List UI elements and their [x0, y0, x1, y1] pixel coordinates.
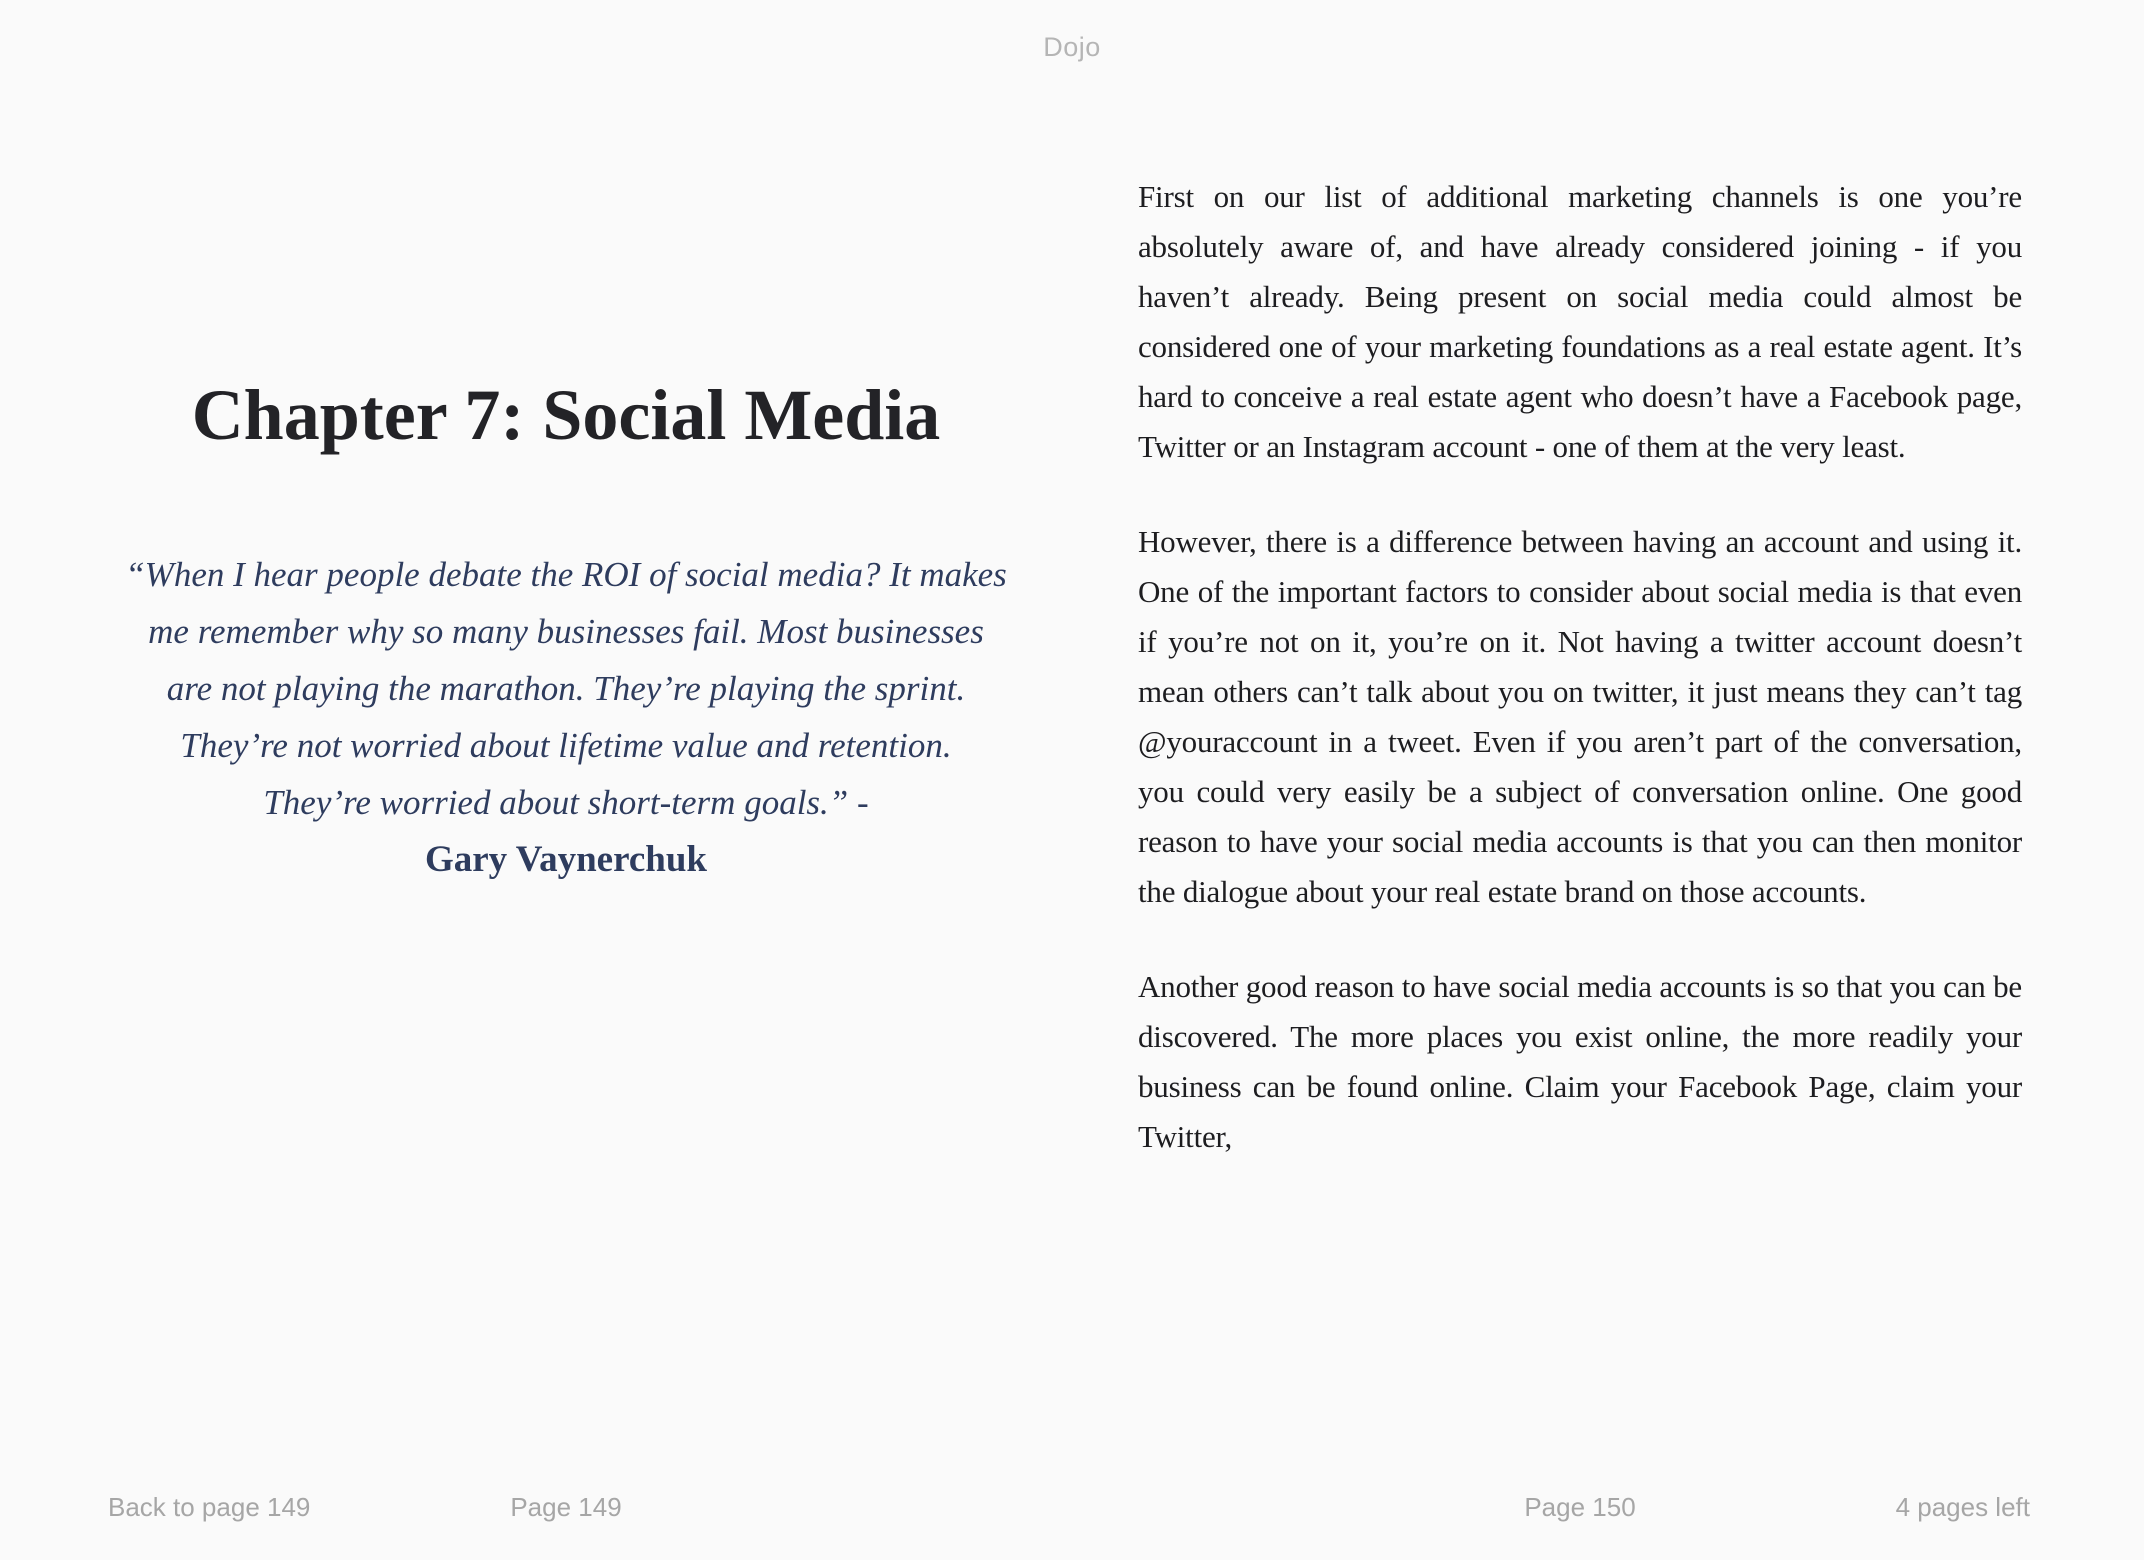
- pages-left-indicator: 4 pages left: [1895, 1492, 2030, 1522]
- right-page: [1138, 172, 2022, 1162]
- body-paragraph: First on our list of additional marketing channels is one you’re absolutely aware of, and have already considered joining - if you haven’t already. Being present on social media could almost be considered one of your marketing foundations as a real estate agent. It’s hard to conceive a real estate agent who doesn’t have a Facebook page, Twitter or an Instagram account - one of them at the very least.: [1138, 179, 2022, 464]
- left-page: [124, 372, 1008, 888]
- body-paragraph: Another good reason to have social media accounts is so that you can be discovered. The more places you exist online, the more readily your business can be found online. Claim your Facebook Page, claim your Twitter,: [1138, 969, 2022, 1154]
- body-paragraph: However, there is a difference between having an account and using it. One of the important factors to consider about social media is that even if you’re not on it, you’re on it. Not having a twitter account doesn’t mean others can’t talk about you on twitter, it just means they can’t tag @youraccount in a tweet. Even if you aren’t part of the conversation, you could very easily be a subject of conversation online. One good reason to have your social media accounts is that you can then monitor the dialogue about your real estate brand on those accounts.: [1138, 524, 2022, 909]
- right-page-number: Page 150: [1524, 1492, 1636, 1522]
- book-title-header: Dojo: [1043, 32, 1101, 62]
- chapter-title: Chapter 7: Social Media: [191, 375, 941, 455]
- left-page-number: Page 149: [510, 1492, 622, 1522]
- back-to-page-link[interactable]: Back to page 149: [108, 1492, 311, 1522]
- chapter-quote: “When I hear people debate the ROI of social media? It makes me remember why so many businesses fail. Most businesses are not playing the marathon. They’re playing the sprint. They’re not worried about lifetime value and retention. They’re worried about short-term goals.” -: [125, 555, 1007, 823]
- quote-attribution: Gary Vaynerchuk: [424, 839, 708, 881]
